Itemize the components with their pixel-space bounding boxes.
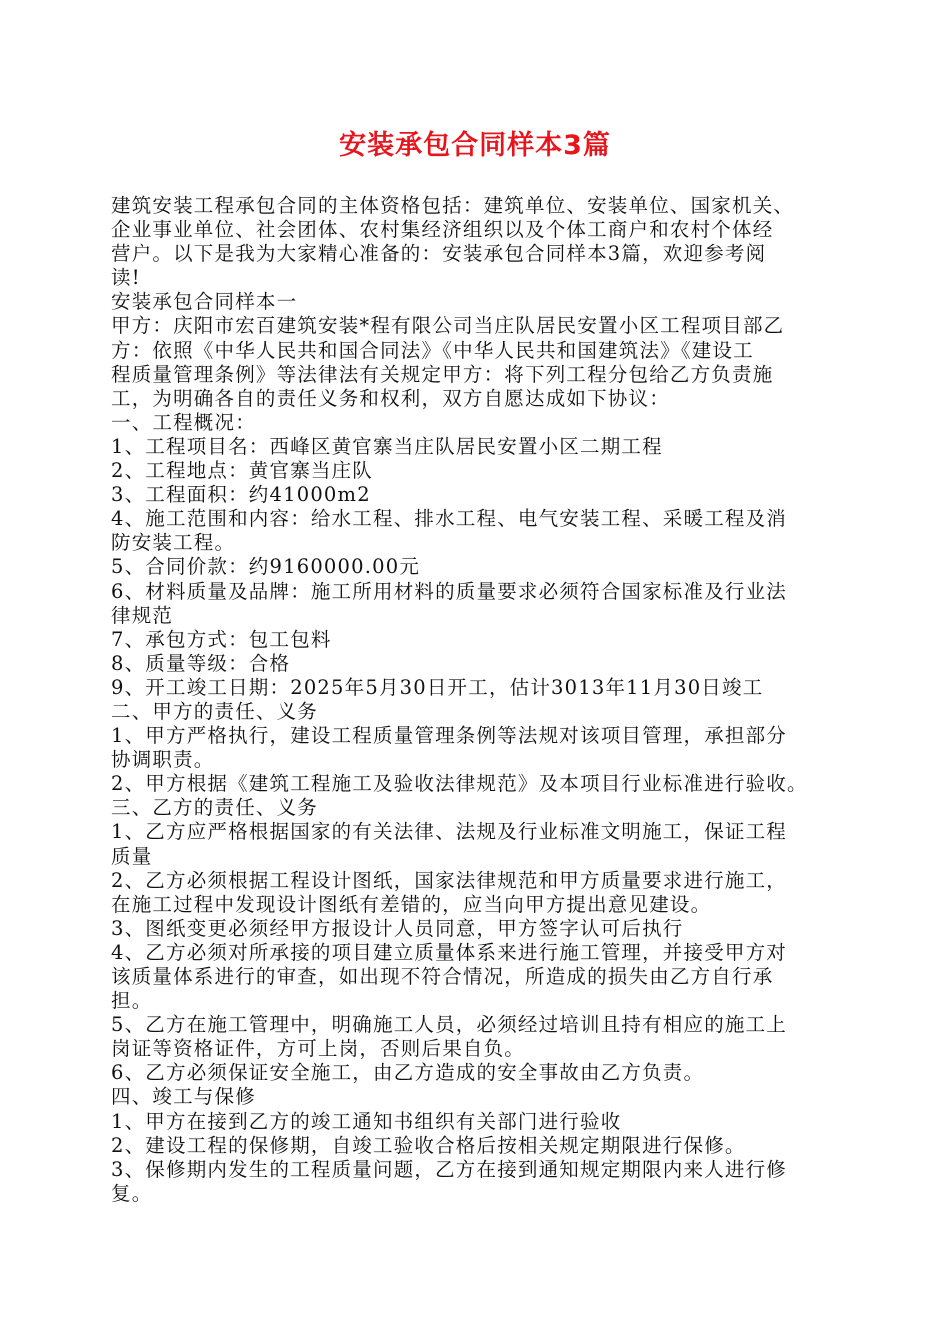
- text-line: 四、竣工与保修: [111, 1085, 256, 1109]
- text-line: 6、乙方必须保证安全施工，由乙方造成的安全事故由乙方负责。: [111, 1061, 705, 1085]
- text-line: 9、开工竣工日期：2025年5月30日开工，估计3013年11月30日竣工: [111, 675, 764, 699]
- text-line: 5、乙方在施工管理中，明确施工人员，必须经过培训且持有相应的施工上: [111, 1013, 788, 1037]
- text-line: 读!: [111, 266, 141, 290]
- text-line: 4、施工范围和内容：给水工程、排水工程、电气安装工程、采暖工程及消: [111, 507, 788, 531]
- text-line: 1、甲方在接到乙方的竣工通知书组织有关部门进行验收: [111, 1109, 622, 1133]
- text-line: 5、合同价款：约9160000.00元: [111, 555, 421, 579]
- text-line: 2、工程地点：黄官寨当庄队: [111, 459, 374, 483]
- text-line: 1、工程项目名：西峰区黄官寨当庄队居民安置小区二期工程: [111, 434, 663, 458]
- text-line: 2、建设工程的保修期，自竣工验收合格后按相关规定期限进行保修。: [111, 1133, 746, 1157]
- text-line: 8、质量等级：合格: [111, 651, 291, 675]
- text-line: 质量: [111, 844, 153, 868]
- text-line: 程质量管理条例》等法律法有关规定甲方：将下列工程分包给乙方负责施: [111, 362, 774, 386]
- text-line: 3、工程面积：约41000m2: [111, 483, 371, 507]
- text-line: 6、材料质量及品牌：施工所用材料的质量要求必须符合国家标准及行业法: [111, 579, 788, 603]
- document-title: 安装承包合同样本3篇: [339, 130, 611, 161]
- text-line: 2、甲方根据《建筑工程施工及验收法律规范》及本项目行业标准进行验收。: [111, 772, 808, 796]
- text-line: 一、工程概况：: [111, 410, 256, 434]
- text-line: 1、乙方应严格根据国家的有关法律、法规及行业标准文明施工，保证工程: [111, 820, 788, 844]
- text-line: 防安装工程。: [111, 531, 236, 555]
- text-line: 工，为明确各自的责任义务和权利，双方自愿达成如下协议：: [111, 386, 670, 410]
- text-line: 在施工过程中发现设计图纸有差错的，应当向甲方提出意见建设。: [111, 892, 712, 916]
- text-line: 该质量体系进行的审查，如出现不符合情况，所造成的损失由乙方自行承: [111, 965, 774, 988]
- text-line: 担。: [111, 989, 153, 1013]
- document-body: [111, 194, 846, 1206]
- text-line: 3、图纸变更必须经甲方报设计人员同意，甲方签字认可后执行: [111, 916, 684, 940]
- text-line: 1、甲方严格执行，建设工程质量管理条例等法规对该项目管理，承担部分: [111, 724, 788, 748]
- text-line: 4、乙方必须对所承接的项目建立质量体系来进行施工管理，并接受甲方对: [111, 940, 788, 964]
- text-line: 复。: [111, 1181, 153, 1205]
- text-line: 协调职责。: [111, 748, 215, 772]
- text-line: 岗证等资格证件，方可上岗，否则后果自负。: [111, 1037, 526, 1061]
- text-line: 甲方：庆阳市宏百建筑安装*程有限公司当庄队居民安置小区工程项目部乙: [111, 314, 785, 338]
- text-line: 营户。以下是我为大家精心准备的：安装承包合同样本3篇，欢迎参考阅: [111, 242, 767, 266]
- text-line: 律规范: [111, 603, 174, 627]
- text-line: 3、保修期内发生的工程质量问题，乙方在接到通知规定期限内来人进行修: [111, 1157, 788, 1181]
- text-line: 7、承包方式：包工包料: [111, 627, 332, 651]
- text-line: 二、甲方的责任、义务: [111, 699, 319, 723]
- text-line: 三、乙方的责任、义务: [111, 796, 319, 820]
- text-line: 方：依照《中华人民共和国合同法》《中华人民共和国建筑法》《建设工: [111, 338, 754, 362]
- text-line: 安装承包合同样本一: [111, 290, 298, 314]
- text-line: 企业事业单位、社会团体、农村集经济组织以及个体工商户和农村个体经: [111, 218, 774, 242]
- text-line: 建筑安装工程承包合同的主体资格包括：建筑单位、安装单位、国家机关、: [111, 194, 795, 217]
- text-line: 2、乙方必须根据工程设计图纸，国家法律规范和甲方质量要求进行施工，: [111, 868, 788, 892]
